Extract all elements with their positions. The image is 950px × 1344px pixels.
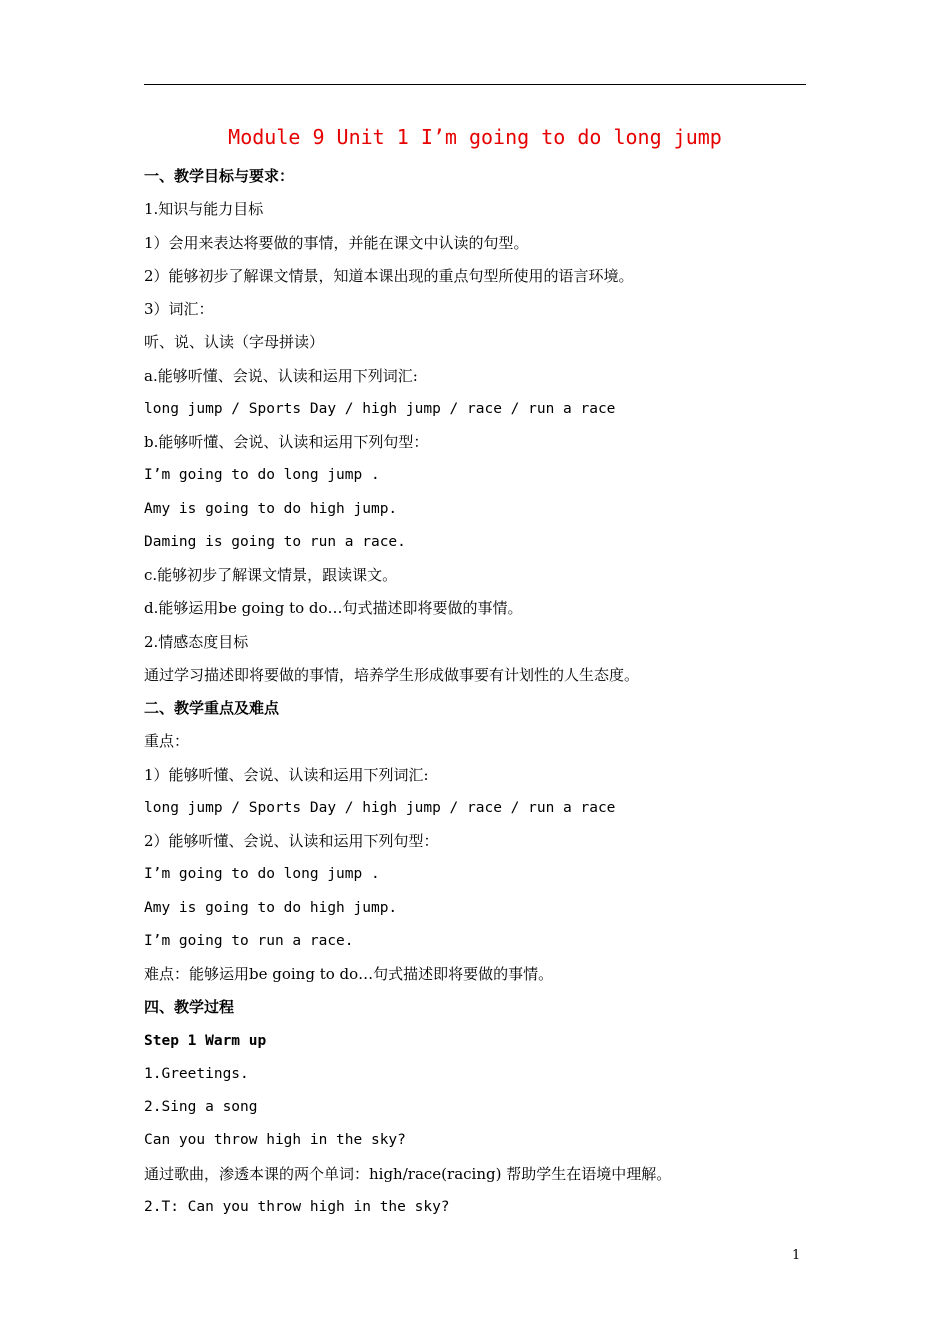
text-line: Amy is going to do high jump.: [144, 500, 398, 517]
section-heading: 四、教学过程: [144, 998, 235, 1017]
text-line: Can you throw high in the sky?: [144, 1132, 406, 1149]
document-body: [144, 160, 824, 1224]
text-line: 1）会用来表达将要做的事情，并能在课文中认读的句型。: [144, 233, 529, 252]
text-line: 2.情感态度目标: [144, 632, 249, 651]
text-line: I’m going to do long jump .: [144, 866, 380, 883]
section-heading: Step 1 Warm up: [144, 1032, 267, 1049]
text-line: long jump / Sports Day / high jump / race / run a race: [144, 799, 616, 816]
text-line: Daming is going to run a race.: [144, 533, 406, 550]
text-line: 重点：: [144, 732, 190, 751]
section-heading: 二、教学重点及难点: [144, 699, 280, 717]
document-title: Module 9 Unit 1 I’m going to do long jump: [228, 125, 722, 149]
text-line: c.能够初步了解课文情景，跟读课文。: [144, 566, 398, 584]
text-line: long jump / Sports Day / high jump / race / run a race: [144, 400, 616, 417]
text-line: 1）能够听懂、会说、认读和运用下列词汇:: [144, 765, 429, 784]
text-line: 2.T: Can you throw high in the sky?: [144, 1198, 450, 1215]
text-line: b.能够听懂、会说、认读和运用下列句型：: [144, 433, 429, 451]
text-line: d.能够运用be going to do…句式描述即将要做的事情。: [144, 599, 523, 618]
text-line: 1.知识与能力目标: [144, 200, 264, 219]
text-line: a.能够听懂、会说、认读和运用下列词汇:: [144, 366, 418, 385]
text-line: 1.Greetings.: [144, 1065, 249, 1082]
page-number: 1: [792, 1248, 801, 1263]
text-line: 3）词汇：: [144, 300, 214, 318]
text-line: 通过歌曲，渗透本课的两个单词：high/race(racing) 帮助学生在语境中理解。: [144, 1164, 672, 1183]
text-line: I’m going to do long jump .: [144, 467, 380, 484]
text-line: I’m going to run a race.: [144, 932, 354, 949]
text-line: 2）能够听懂、会说、认读和运用下列句型：: [144, 832, 439, 850]
text-line: 通过学习描述即将要做的事情，培养学生形成做事要有计划性的人生态度。: [144, 665, 640, 684]
text-line: 2.Sing a song: [144, 1099, 258, 1115]
header-rule: [144, 84, 806, 85]
text-line: 难点：能够运用be going to do…句式描述即将要做的事情。: [144, 965, 554, 983]
text-line: 2）能够初步了解课文情景，知道本课出现的重点句型所使用的语言环境。: [144, 266, 634, 285]
section-heading: 一、教学目标与要求：: [144, 167, 295, 185]
text-line: Amy is going to do high jump.: [144, 899, 398, 916]
text-line: 听、说、认读（字母拼读）: [144, 333, 325, 352]
